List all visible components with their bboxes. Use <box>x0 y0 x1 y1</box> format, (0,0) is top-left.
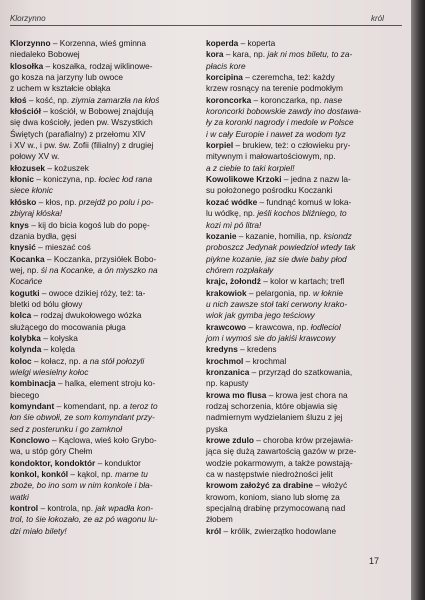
headword: kolynda <box>10 344 42 355</box>
usage-example: w łoknie <box>313 287 344 298</box>
dictionary-entry <box>206 231 392 276</box>
entry-line <box>10 220 190 231</box>
definition-text: – krochmal <box>245 355 287 366</box>
definition-text: go kosza na jarzyny lub owoce <box>10 72 123 83</box>
usage-example: zbiyraj kłóska! <box>10 208 63 219</box>
dictionary-entry <box>10 288 190 311</box>
definition-text: – krawcowa, np. <box>248 321 311 332</box>
dictionary-entry <box>206 72 392 95</box>
entry-line <box>206 435 392 446</box>
running-header-right: król <box>371 14 384 23</box>
entry-line <box>206 231 392 242</box>
dictionary-entry <box>10 469 190 503</box>
dictionary-entry <box>10 503 190 537</box>
definition-text: służącego do mocowania pługa <box>10 321 126 332</box>
usage-example: jeśli kochos bliźniego, to <box>257 208 347 219</box>
entry-line <box>10 367 190 378</box>
entry-line <box>206 38 392 49</box>
entry-line <box>10 503 190 514</box>
entry-line <box>10 38 190 49</box>
entry-line <box>10 185 190 196</box>
definition-text: – kolor w kartach; trefl <box>263 276 345 287</box>
header-rule <box>10 25 402 26</box>
dictionary-entry <box>10 197 190 220</box>
definition-text: biecego <box>10 389 40 400</box>
usage-example: jak ni mos biletu, to za- <box>267 49 353 60</box>
headword: kozanie <box>206 230 237 241</box>
book-edge <box>411 0 425 600</box>
definition-text: – mieszać coś <box>38 242 91 253</box>
definition-text: – kontrola, np. <box>40 503 96 514</box>
entry-line <box>206 174 392 185</box>
dictionary-entry <box>206 356 392 367</box>
entry-line <box>206 458 392 469</box>
entry-line <box>10 174 190 185</box>
entry-line <box>206 197 392 208</box>
entry-line <box>10 378 190 389</box>
definition-text: – kołyska <box>43 332 78 343</box>
dictionary-entry <box>10 458 190 469</box>
entry-line <box>206 61 392 72</box>
definition-text: – kożuszek <box>47 162 89 173</box>
definition-text: – kara, np. <box>225 49 268 60</box>
headword: kłościół <box>10 106 41 117</box>
headword: krawcowo <box>206 321 247 332</box>
dictionary-entry <box>10 401 190 435</box>
definition-text: – fundnąć komuś w loka- <box>259 196 352 207</box>
entry-line <box>206 83 392 94</box>
definition-text: – pelargonia, np. <box>248 287 314 298</box>
headword: kondoktor, kondoktór <box>10 457 96 468</box>
definition-text: – koszałka, rodzaj wiklinowe- <box>45 60 153 71</box>
usage-example: ksiondz <box>323 230 352 241</box>
definition-text: dzania bydła, gęsi <box>10 230 77 241</box>
headword: koloc <box>10 355 32 366</box>
dictionary-entry <box>206 49 392 72</box>
dictionary-entry <box>10 333 190 344</box>
dictionary-entry <box>206 526 392 537</box>
entry-line <box>206 412 392 423</box>
definition-text: i XV w., i pw. św. Zofii (filialny) z drugiej <box>10 140 154 151</box>
dictionary-entry <box>10 378 190 401</box>
entry-line <box>206 185 392 196</box>
dictionary-entry <box>10 254 190 288</box>
headword: krajc, żołondź <box>206 276 261 287</box>
definition-text: – halka, element stroju ko- <box>57 378 156 389</box>
usage-example: ziymia zamarzła na kłoś <box>71 94 160 105</box>
definition-text: su położonego pośrodku Koczanki <box>206 185 333 196</box>
entry-line <box>206 424 392 435</box>
entry-line <box>10 265 190 276</box>
entry-line <box>10 492 190 503</box>
usage-example: dzi miało bilety! <box>10 525 67 536</box>
entry-line <box>10 49 190 60</box>
headword: kolca <box>10 310 32 321</box>
entry-line <box>10 322 190 333</box>
usage-example: trol, to śie łokozało, ze az pó wagonu lu- <box>10 514 158 525</box>
dictionary-entry <box>10 310 190 333</box>
entry-line <box>10 151 190 162</box>
entry-line <box>206 344 392 355</box>
running-header-left: Klorzynno <box>10 14 46 23</box>
headword: klosołka <box>10 60 44 71</box>
headword: komyndant <box>10 401 55 411</box>
headword: krowe zdulo <box>206 435 254 446</box>
headword: krowa mo flusa <box>206 389 267 400</box>
headword: krowom założyć za drabine <box>206 480 313 491</box>
entry-line <box>206 480 392 491</box>
definition-text: – królik, zwierzątko hodowlane <box>223 525 337 536</box>
entry-line <box>10 424 190 435</box>
headword: kombinacja <box>10 378 56 389</box>
headword: kolybka <box>10 332 41 343</box>
right-column <box>206 38 392 537</box>
entry-line <box>206 390 392 401</box>
definition-text: – Koczanka, przysiółek Bobo- <box>46 253 157 264</box>
usage-example: siece kłonic <box>10 185 53 196</box>
usage-example: proboszcz Jedynak powiedzioł wtedy tak <box>206 242 356 253</box>
usage-example: płacis kore <box>206 60 246 71</box>
entry-line <box>206 356 392 367</box>
entry-line <box>206 492 392 503</box>
dictionary-entry <box>10 106 190 163</box>
entry-line <box>206 72 392 83</box>
headword: kora <box>206 49 224 60</box>
entry-line <box>206 333 392 344</box>
usage-example: a z ciebie to taki korpiel! <box>206 162 295 173</box>
usage-example: sed z posterunku i go zamknoł <box>10 423 123 434</box>
usage-example: piykne kozanie, jaz sie dwie baby płod <box>206 253 347 264</box>
entry-line <box>10 117 190 128</box>
page-number: 17 <box>369 556 380 566</box>
definition-text: rodzaj schorzenia, które objawia się <box>206 401 338 411</box>
entry-line <box>206 95 392 106</box>
headword: kłozusek <box>10 162 46 173</box>
entry-line <box>10 208 190 219</box>
definition-text: krzew rosnący na terenie podmokłym <box>206 83 343 94</box>
dictionary-entry <box>206 276 392 287</box>
usage-example: jak wpadła kon- <box>95 503 153 514</box>
headword: korpiel <box>206 140 234 151</box>
dictionary-entry <box>206 480 392 525</box>
entry-line <box>10 458 190 469</box>
usage-example: i w cały Europie i nawet za wodom tyz <box>206 128 346 139</box>
definition-text: – Korzenna, wieś gminna <box>52 38 147 48</box>
dictionary-entry <box>206 288 392 322</box>
definition-text: krowom, koniom, siano lub słomę za <box>206 491 340 502</box>
definition-text: – kąkol, np. <box>70 469 116 480</box>
entry-line <box>206 288 392 299</box>
definition-text: – kołacz, np. <box>33 355 83 366</box>
definition-text: żłobem <box>206 514 233 525</box>
headword: kogutki <box>10 287 40 298</box>
usage-example: chórem rozpłakały <box>206 264 274 275</box>
definition-text: pyska <box>206 423 228 434</box>
dictionary-entry <box>206 174 392 197</box>
usage-example: łodleciol <box>310 321 341 332</box>
entry-line <box>206 208 392 219</box>
entry-line <box>206 140 392 151</box>
headword: kłonic <box>10 174 34 185</box>
entry-line <box>10 276 190 287</box>
definition-text: – koniczyna, np. <box>36 174 99 185</box>
definition-text: nadmiernym wydzielaniem śluzu z jej <box>206 412 343 423</box>
headword: kłósko <box>10 196 37 207</box>
definition-text: wa, u stóp góry Chełm <box>10 446 93 457</box>
definition-text: jąca się dużą zawartością gazów w prze- <box>206 446 357 457</box>
entry-line <box>10 197 190 208</box>
usage-example: marne tu <box>115 469 148 480</box>
definition-text: – jedna z nazw la- <box>283 174 351 185</box>
entry-line <box>10 95 190 106</box>
entry-line <box>206 129 392 140</box>
headword: konkol, konkól <box>10 469 69 480</box>
definition-text: – konduktor <box>97 457 141 468</box>
entry-line <box>10 83 190 94</box>
definition-text: np. kapusty <box>206 378 249 389</box>
definition-text: – kazanie, homilia, np. <box>238 230 324 241</box>
definition-text: – czeremcha, też: każdy <box>245 72 335 83</box>
entry-line <box>206 299 392 310</box>
entry-line <box>10 288 190 299</box>
entry-line <box>10 356 190 367</box>
definition-text: – kłos, np. <box>38 196 79 207</box>
usage-example: zboże, bo ino som w nim konkole i bła- <box>10 480 153 491</box>
definition-text: się dwa kościoły, jeden pw. Wszystkich <box>10 117 153 128</box>
left-column <box>10 38 190 537</box>
dictionary-entry <box>206 322 392 345</box>
headword: knys <box>10 219 29 230</box>
entry-line <box>10 310 190 321</box>
headword: król <box>206 525 222 536</box>
entry-line <box>10 435 190 446</box>
dictionary-entry <box>10 174 190 197</box>
entry-line <box>10 469 190 480</box>
definition-text: bletki od bólu głowy <box>10 298 83 309</box>
definition-text: – krowa jest chora na <box>268 389 348 400</box>
entry-line <box>206 401 392 412</box>
entry-line <box>206 310 392 321</box>
definition-text: – koronczarka, np. <box>253 94 325 105</box>
usage-example: a teroz to <box>123 401 158 411</box>
definition-text: połowy XV w. <box>10 151 60 162</box>
entry-line <box>206 242 392 253</box>
headword: koperda <box>206 38 239 48</box>
definition-text: – komendant, np. <box>56 401 123 411</box>
dictionary-entry <box>10 95 190 106</box>
entry-line <box>206 117 392 128</box>
dictionary-entry <box>10 61 190 95</box>
definition-text: mitywnym i małowartościowym, np. <box>206 151 336 162</box>
entry-line <box>206 367 392 378</box>
definition-text: Świętych (parafialny) z przełomu XIV <box>10 128 146 139</box>
definition-text: – koperta <box>240 38 276 48</box>
usage-example: jom i wymoś sie do jakiśi krawcowy <box>206 332 336 343</box>
headword: kozać wódke <box>206 196 258 207</box>
entry-line <box>10 242 190 253</box>
definition-text: – choroba krów przejawia- <box>256 435 354 446</box>
usage-example: u nich zawsze stoł taki cerwony krako- <box>206 298 348 309</box>
entry-line <box>10 333 190 344</box>
definition-text: ca w następstwie niedrożności jelit <box>206 469 333 480</box>
usage-example: watki <box>10 491 29 502</box>
entry-line <box>10 231 190 242</box>
entry-line <box>206 220 392 231</box>
definition-text: z uchem w kształcie obłąka <box>10 83 111 94</box>
dictionary-entry <box>206 367 392 390</box>
dictionary-entry <box>206 390 392 435</box>
entry-line <box>10 412 190 423</box>
usage-example: a na stół połozyli <box>82 355 145 366</box>
entry-line <box>10 299 190 310</box>
dictionary-entry <box>206 197 392 231</box>
dictionary-entry <box>206 38 392 49</box>
definition-text: – kość, np. <box>28 94 72 105</box>
dictionary-entry <box>206 435 392 480</box>
usage-example: Kocańce <box>10 276 43 287</box>
entry-line <box>206 378 392 389</box>
usage-example: łon śie obwołi, ze som komyndant przy- <box>10 412 155 423</box>
entry-line <box>206 503 392 514</box>
headword: kontrol <box>10 503 39 514</box>
entry-line <box>10 526 190 537</box>
entry-line <box>206 265 392 276</box>
usage-example: koroncorki bobowskie zawdy ino dostawa- <box>206 106 361 117</box>
headword: korcipina <box>206 72 243 83</box>
entry-line <box>10 514 190 525</box>
entry-line <box>10 129 190 140</box>
entry-line <box>206 514 392 525</box>
entry-line <box>10 390 190 401</box>
definition-text: – kolęda <box>43 344 76 355</box>
entry-line <box>206 526 392 537</box>
entry-line <box>206 151 392 162</box>
headword: kłoś <box>10 94 27 105</box>
entry-line <box>10 72 190 83</box>
dictionary-entry <box>10 242 190 253</box>
usage-example: ły za koronki nagrody i medole w Polsce <box>206 117 354 128</box>
dictionary-entry <box>10 344 190 355</box>
headword: koroncorka <box>206 94 252 105</box>
dictionary-entry <box>10 38 190 61</box>
definition-text: – przyrząd do szatkowania, <box>251 366 353 377</box>
entry-line <box>206 254 392 265</box>
definition-text: – kij do bicia kogoś lub do popę- <box>31 219 150 230</box>
headword: knysić <box>10 242 36 253</box>
usage-example: wielgi wiesielny kołoc <box>10 366 89 377</box>
definition-text: – włożyć <box>315 480 348 491</box>
entry-line <box>206 106 392 117</box>
entry-line <box>10 254 190 265</box>
entry-line <box>10 401 190 412</box>
entry-line <box>10 61 190 72</box>
entry-line <box>206 49 392 60</box>
definition-text: – kościół, w Bobowej znajdują <box>43 106 154 117</box>
dictionary-entry <box>206 344 392 355</box>
entry-line <box>206 469 392 480</box>
definition-text: specjalną drabinę przymocowaną nad <box>206 503 346 514</box>
headword: kredyns <box>206 344 238 355</box>
headword: Konclowo <box>10 435 50 446</box>
usage-example: nase <box>324 94 343 105</box>
definition-text: lu wódkę, np. <box>206 208 258 219</box>
definition-text: – kredens <box>240 344 277 355</box>
entry-line <box>206 446 392 457</box>
entry-line <box>206 322 392 333</box>
usage-example: przejdź po polu i po- <box>78 196 154 207</box>
usage-example: łociec łod rana <box>98 174 153 185</box>
entry-line <box>10 344 190 355</box>
headword: krochmol <box>206 355 244 366</box>
entry-line <box>10 446 190 457</box>
entry-line <box>10 163 190 174</box>
usage-example: kozi mi pó litra! <box>206 219 262 230</box>
entry-line <box>206 163 392 174</box>
entry-line <box>206 276 392 287</box>
usage-example: wiok jak gymba jego teściowy <box>206 310 315 321</box>
entry-line <box>10 106 190 117</box>
dictionary-entry <box>10 356 190 379</box>
headword: Kowolikowe Krzoki <box>206 174 282 185</box>
entry-line <box>10 140 190 151</box>
dictionary-entry <box>10 220 190 243</box>
usage-example: śi na Kocanke, a ón miyszko na <box>40 264 158 275</box>
definition-text: – brukiew, też: o człowieku pry- <box>235 140 351 151</box>
headword: Kocanka <box>10 253 45 264</box>
dictionary-entry <box>206 95 392 140</box>
dictionary-entry <box>10 435 190 458</box>
definition-text: wodzie pokarmowym, a także powstają- <box>206 457 353 468</box>
definition-text: – rodzaj dwukołowego wózka <box>33 310 142 321</box>
headword: kronzanica <box>206 366 250 377</box>
dictionary-entry <box>206 140 392 174</box>
dictionary-entry <box>10 163 190 174</box>
definition-text: niedaleko Bobowej <box>10 49 80 60</box>
definition-text: – owoce dzikiej róży, też: ta- <box>41 287 146 298</box>
headword: Klorzynno <box>10 38 51 48</box>
definition-text: – Kąclowa, wieś koło Grybo- <box>51 435 157 446</box>
entry-line <box>10 480 190 491</box>
headword: krakowiok <box>206 287 247 298</box>
definition-text: wej, np. <box>10 264 41 275</box>
